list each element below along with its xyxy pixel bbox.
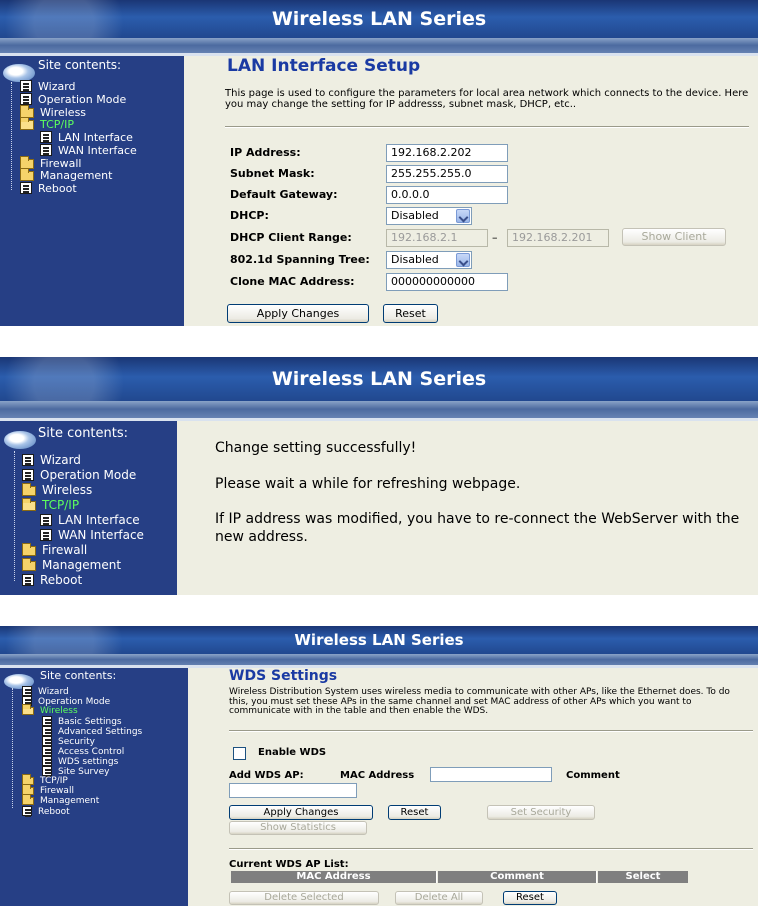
sidebar-item-wizard[interactable]: Wizard (22, 686, 69, 697)
reset-button[interactable]: Reset (383, 304, 438, 323)
banner (0, 0, 758, 38)
page-icon (22, 574, 34, 586)
page-icon (22, 806, 32, 816)
lan-main-panel (184, 56, 758, 326)
page-icon (20, 182, 32, 194)
wait-message: Please wait a while for refreshing webpage. (215, 476, 521, 492)
tree-line (14, 451, 15, 581)
tree-line (12, 688, 13, 808)
subnet-mask-input[interactable]: 255.255.255.0 (386, 165, 508, 183)
page-title: LAN Interface Setup (227, 56, 421, 76)
list-reset-button[interactable]: Reset (503, 891, 557, 905)
dhcp-range-start-input[interactable]: 192.168.2.1 (386, 229, 488, 247)
dhcp-select[interactable]: Disabled (386, 207, 472, 225)
ip-address-input[interactable]: 192.168.2.202 (386, 144, 508, 162)
ip-address-label: IP Address: (230, 146, 301, 159)
page-icon (22, 469, 34, 481)
range-separator: – (492, 231, 498, 244)
page-icon (42, 716, 52, 726)
default-gateway-label: Default Gateway: (230, 188, 338, 201)
page-icon (40, 144, 52, 156)
clone-mac-input[interactable]: 000000000000 (386, 273, 508, 291)
sidebar-item-firewall[interactable]: Firewall (22, 786, 74, 796)
sidebar-item-wizard[interactable]: Wizard (22, 453, 81, 467)
sidebar-item-management[interactable]: Management (22, 796, 99, 806)
sidebar (0, 668, 188, 906)
sidebar-item-firewall[interactable]: Firewall (22, 543, 87, 557)
dhcp-label: DHCP: (230, 209, 269, 222)
apply-changes-button[interactable]: Apply Changes (229, 805, 373, 820)
clone-mac-label: Clone MAC Address: (230, 275, 355, 288)
page-icon (40, 514, 52, 526)
subnet-mask-label: Subnet Mask: (230, 167, 315, 180)
sidebar-item-wireless[interactable]: Wireless (22, 706, 78, 716)
folder-icon (22, 546, 36, 556)
enable-wds-label: Enable WDS (258, 747, 327, 758)
default-gateway-input[interactable]: 0.0.0.0 (386, 186, 508, 204)
wds-settings-screenshot (0, 626, 758, 906)
sidebar-item-lan-interface[interactable]: LAN Interface (40, 131, 133, 144)
sidebar-item-tcpip[interactable]: TCP/IP (22, 776, 68, 786)
folder-open-icon (22, 501, 36, 511)
page-icon (42, 736, 52, 746)
dhcp-client-range-label: DHCP Client Range: (230, 231, 352, 244)
sidebar-heading: Site contents: (40, 669, 117, 682)
folder-open-icon (20, 120, 34, 130)
sidebar-item-wan-interface[interactable]: WAN Interface (40, 144, 137, 157)
reconnect-message: If IP address was modified, you have to re-connect the WebServer with the new address. (215, 511, 740, 545)
banner-title: Wireless LAN Series (271, 8, 487, 30)
column-header-comment: Comment (438, 871, 597, 883)
sidebar-item-reboot[interactable]: Reboot (22, 573, 82, 587)
column-header-select: Select (598, 871, 688, 883)
sidebar-item-lan-interface[interactable]: LAN Interface (40, 513, 140, 527)
spanning-tree-select[interactable]: Disabled (386, 251, 472, 269)
page-icon (42, 746, 52, 756)
sidebar-item-firewall[interactable]: Firewall (20, 157, 81, 170)
folder-icon (22, 486, 36, 496)
divider (229, 730, 753, 732)
sidebar-item-wireless[interactable]: Wireless (20, 106, 86, 119)
banner (0, 357, 758, 401)
sidebar-item-wds-settings[interactable]: WDS settings (42, 756, 118, 767)
page-icon (22, 686, 32, 696)
sidebar (0, 56, 184, 326)
success-screenshot (0, 357, 758, 595)
add-wds-ap-label: Add WDS AP: (229, 770, 304, 781)
lan-setup-screenshot (0, 0, 758, 326)
dhcp-range-end-input[interactable]: 192.168.2.201 (507, 229, 609, 247)
page-icon (20, 93, 32, 105)
sidebar-item-operation-mode[interactable]: Operation Mode (22, 468, 136, 482)
success-main-panel (177, 421, 758, 595)
folder-open-icon (22, 707, 34, 715)
page-icon (42, 726, 52, 736)
sidebar-item-tcpip[interactable]: TCP/IP (22, 498, 79, 512)
sidebar-item-management[interactable]: Management (22, 558, 121, 572)
delete-all-button[interactable]: Delete All (395, 891, 483, 905)
sidebar-item-operation-mode[interactable]: Operation Mode (22, 696, 110, 707)
page-icon (40, 131, 52, 143)
banner-band (0, 654, 758, 668)
globe-icon (4, 431, 36, 449)
sidebar-heading: Site contents: (38, 426, 129, 441)
spanning-tree-label: 802.1d Spanning Tree: (230, 253, 370, 266)
banner-band (0, 401, 758, 421)
mac-address-label: MAC Address (340, 770, 415, 781)
delete-selected-button[interactable]: Delete Selected (229, 891, 379, 905)
sidebar-heading: Site contents: (38, 58, 122, 72)
mac-address-input[interactable] (430, 767, 552, 782)
sidebar-item-site-survey[interactable]: Site Survey (42, 766, 109, 777)
show-client-button[interactable]: Show Client (622, 228, 726, 246)
sidebar-item-wizard[interactable]: Wizard (20, 80, 76, 93)
show-statistics-button[interactable]: Show Statistics (229, 821, 367, 835)
sidebar-item-wan-interface[interactable]: WAN Interface (40, 528, 144, 542)
page-icon (42, 756, 52, 766)
divider (229, 848, 753, 850)
sidebar-item-advanced-settings[interactable]: Advanced Settings (42, 726, 142, 737)
sidebar (0, 421, 177, 595)
chevron-down-icon (456, 253, 470, 267)
page-icon (20, 80, 32, 92)
page-description: Wireless Distribution System uses wireless media to communicate with other APs, like the Ethernet does. To do this, you must set these APs in the same channel and set MAC address of other APs which you want to communicate with in the table and then enable the WDS. (229, 687, 730, 717)
comment-input[interactable] (229, 783, 357, 798)
page-icon (40, 529, 52, 541)
divider (225, 126, 749, 128)
chevron-down-icon (456, 209, 470, 223)
banner-title: Wireless LAN Series (294, 631, 464, 649)
sidebar-item-operation-mode[interactable]: Operation Mode (20, 93, 126, 106)
apply-changes-button[interactable]: Apply Changes (227, 304, 369, 323)
set-security-button[interactable]: Set Security (487, 805, 595, 820)
folder-icon (22, 561, 36, 571)
column-header-mac: MAC Address (231, 871, 437, 883)
enable-wds-checkbox[interactable] (233, 747, 246, 760)
sidebar-item-basic-settings[interactable]: Basic Settings (42, 716, 122, 727)
banner (0, 626, 758, 654)
sidebar-item-access-control[interactable]: Access Control (42, 746, 124, 757)
sidebar-item-wireless[interactable]: Wireless (22, 483, 92, 497)
page-icon (22, 454, 34, 466)
current-list-title: Current WDS AP List: (229, 859, 349, 870)
sidebar-item-reboot[interactable]: Reboot (22, 806, 70, 817)
folder-icon (20, 171, 34, 181)
tree-line (11, 82, 12, 190)
sidebar-item-tcpip[interactable]: TCP/IP (20, 118, 74, 131)
sidebar-item-security[interactable]: Security (42, 736, 95, 747)
page-title: WDS Settings (229, 668, 338, 684)
wds-main-panel (188, 668, 758, 906)
sidebar-item-reboot[interactable]: Reboot (20, 182, 77, 195)
comment-label: Comment (566, 770, 620, 781)
folder-icon (22, 797, 34, 805)
success-message: Change setting successfully! (215, 440, 417, 456)
page-description: This page is used to configure the parameters for local area network which connects to the device. Here you may change the setting for IP addresss, subnet mask, DHCP, etc.. (225, 88, 749, 111)
sidebar-item-management[interactable]: Management (20, 169, 112, 182)
reset-button[interactable]: Reset (388, 805, 441, 820)
banner-title: Wireless LAN Series (271, 368, 487, 390)
banner-band (0, 38, 758, 56)
page-icon (42, 766, 52, 776)
